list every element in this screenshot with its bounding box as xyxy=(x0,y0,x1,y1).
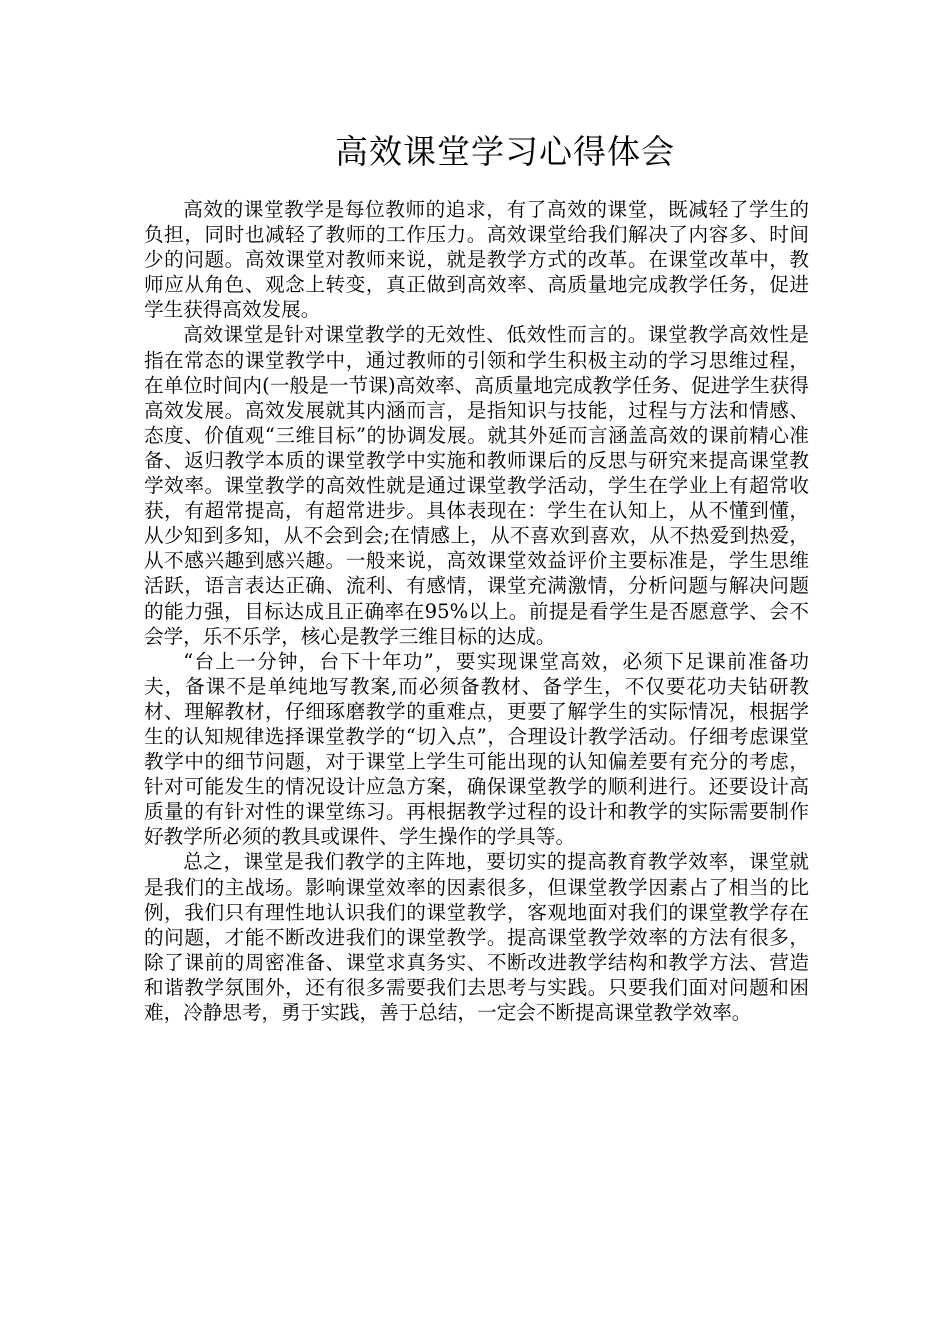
paragraph-2: 高效课堂是针对课堂教学的无效性、低效性而言的。课堂教学高效性是指在常态的课堂教学中，通过教师的引领和学生积极主动的学习思维过程，在单位时间内(一般是一节课)高效率、高质量地完成教学任务、促进学生获得高效发展。高效发展就其内涵而言，是指知识与技能，过程与方法和情感、态度、价值观“三维目标”的协调发展。就其外延而言涵盖高效的课前精心准备、返归教学本质的课堂教学中实施和教师课后的反思与研究来提高课堂教学效率。课堂教学的高效性就是通过课堂教学活动，学生在学业上有超常收获，有超常提高，有超常进步。具体表现在：学生在认知上，从不懂到懂，从少知到多知，从不会到会;在情感上，从不喜欢到喜欢，从不热爱到热爱，从不感兴趣到感兴趣。一般来说，高效课堂效益评价主要标准是，学生思维活跃，语言表达正确、流利、有感情，课堂充满激情，分析问题与解决问题的能力强，目标达成且正确率在95%以上。前提是看学生是否愿意学、会不会学，乐不乐学，核心是教学三维目标的达成。 xyxy=(144,323,809,648)
paragraph-4: 总之，课堂是我们教学的主阵地，要切实的提高教育教学效率，课堂就是我们的主战场。影响课堂效率的因素很多，但课堂教学因素占了相当的比例，我们只有理性地认识我们的课堂教学，客观地面对我们的课堂教学存在的问题，才能不断改进我们的课堂教学。提高课堂教学效率的方法有很多，除了课前的周密准备、课堂求真务实、不断改进教学结构和教学方法、营造和谐教学氛围外，还有很多需要我们去思考与实践。只要我们面对问题和困难，冷静思考，勇于实践，善于总结，一定会不断提高课堂教学效率。 xyxy=(144,850,809,1024)
document-body xyxy=(144,197,809,1025)
paragraph-1: 高效的课堂教学是每位教师的追求，有了高效的课堂，既减轻了学生的负担，同时也减轻了教师的工作压力。高效课堂给我们解决了内容多、时间少的问题。高效课堂对教师来说，就是教学方式的改革。在课堂改革中，教师应从角色、观念上转变，真正做到高效率、高质量地完成教学任务，促进学生获得高效发展。 xyxy=(144,198,809,322)
document-title: 高效课堂学习心得体会 xyxy=(335,132,675,171)
paragraph-3: “台上一分钟，台下十年功”，要实现课堂高效，必须下足课前准备功夫，备课不是单纯地写教案,而必须备教材、备学生，不仅要花功夫钻研教材、理解教材，仔细琢磨教学的重难点，更要了解学生的实际情况，根据学生的认知规律选择课堂教学的“切入点”，合理设计教学活动。仔细考虑课堂教学中的细节问题，对于课堂上学生可能出现的认知偏差要有充分的考虑，针对可能发生的情况设计应急方案，确保课堂教学的顺利进行。还要设计高质量的有针对性的课堂练习。再根据教学过程的设计和教学的实际需要制作好教学所必须的教具或课件、学生操作的学具等。 xyxy=(144,649,809,849)
